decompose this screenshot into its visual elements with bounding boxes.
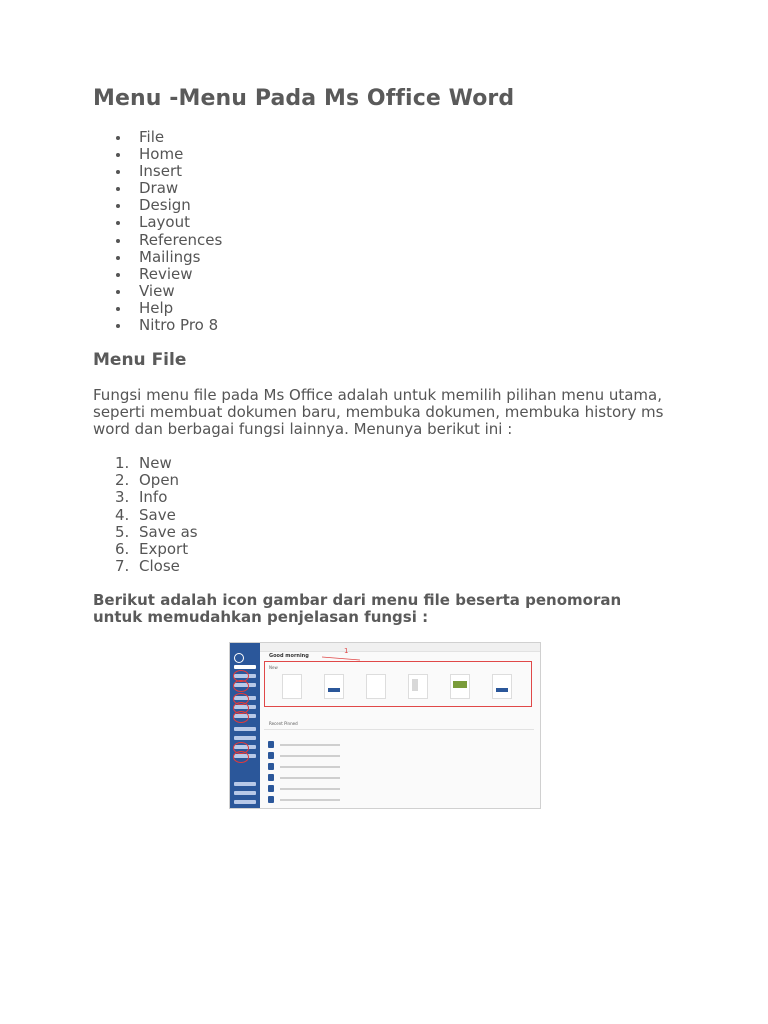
backstage-sidebar	[230, 643, 260, 808]
backstage-main	[260, 643, 540, 808]
list-item: Design	[93, 197, 222, 214]
list-item	[93, 472, 198, 489]
template-resume	[408, 674, 428, 699]
page-title: Menu -Menu Pada Ms Office Word	[93, 86, 515, 111]
list-item: View	[93, 283, 222, 300]
sidebar-item-home	[234, 665, 256, 669]
list-number: 1.	[115, 454, 130, 472]
template-tour	[324, 674, 344, 699]
list-label: Save as	[139, 522, 198, 541]
recent-pinned-tabs: Recent Pinned	[269, 721, 298, 726]
template-insert-toc	[492, 674, 512, 699]
list-item: Mailings	[93, 249, 222, 266]
sidebar-item-options	[234, 800, 256, 804]
table-row	[268, 795, 530, 804]
title-bar	[260, 643, 540, 652]
ordered-list	[93, 455, 198, 575]
list-label: New	[139, 454, 172, 472]
greeting: Good morning	[269, 653, 309, 659]
list-item: Layout	[93, 214, 222, 231]
list-item	[93, 489, 198, 506]
new-section-label: New	[269, 665, 278, 670]
menu-list	[93, 129, 222, 334]
list-item	[93, 541, 198, 558]
list-item	[93, 507, 198, 524]
table-row	[268, 740, 530, 749]
list-item	[93, 455, 198, 472]
list-item: Review	[93, 266, 222, 283]
annotation-arrow-icon	[320, 648, 348, 660]
list-item: Help	[93, 300, 222, 317]
list-number: 7.	[115, 557, 130, 576]
figure-caption: Berikut adalah icon gambar dari menu file beserta penomoran untuk memudahkan penjelasan fungsi :	[93, 591, 622, 626]
list-item	[93, 558, 198, 575]
list-item: File	[93, 129, 222, 146]
sidebar-item-feedback	[234, 791, 256, 795]
list-number: 6.	[115, 540, 130, 559]
sidebar-item-print	[234, 727, 256, 731]
section-heading: Menu File	[93, 350, 187, 370]
annotation-number: 1	[344, 647, 349, 655]
table-row	[268, 773, 530, 782]
template-brochure	[450, 674, 470, 699]
list-item	[93, 524, 198, 541]
list-label: Export	[139, 540, 189, 559]
list-label: Open	[139, 471, 180, 490]
intro-paragraph: Fungsi menu file pada Ms Office adalah untuk memilih pilihan menu utama, seperti membuat dokumen baru, membuka dokumen, membuka history ms word dan berbagai fungsi lainnya. Menunya berikut ini :	[93, 386, 664, 439]
list-label: Save	[139, 505, 176, 524]
list-number: 5.	[115, 522, 130, 541]
list-number: 4.	[115, 505, 130, 524]
sidebar-item-share	[234, 736, 256, 740]
annotation-circle	[233, 751, 249, 763]
list-item: Home	[93, 146, 222, 163]
template-blank	[282, 674, 302, 699]
table-row	[268, 762, 530, 771]
list-number: 2.	[115, 471, 130, 490]
sidebar-item-account	[234, 782, 256, 786]
list-item: Nitro Pro 8	[93, 317, 222, 334]
list-label: Close	[139, 557, 180, 576]
back-arrow-icon	[234, 653, 244, 663]
divider	[264, 729, 534, 730]
list-item: Draw	[93, 180, 222, 197]
list-item: References	[93, 232, 222, 249]
table-row	[268, 784, 530, 793]
word-backstage-screenshot	[229, 642, 541, 809]
template-single-spaced	[366, 674, 386, 699]
table-row	[268, 751, 530, 760]
annotation-circle	[233, 711, 249, 723]
list-number: 3.	[115, 488, 130, 507]
annotation-circle	[233, 680, 249, 692]
list-label: Info	[139, 488, 168, 507]
list-item: Insert	[93, 163, 222, 180]
